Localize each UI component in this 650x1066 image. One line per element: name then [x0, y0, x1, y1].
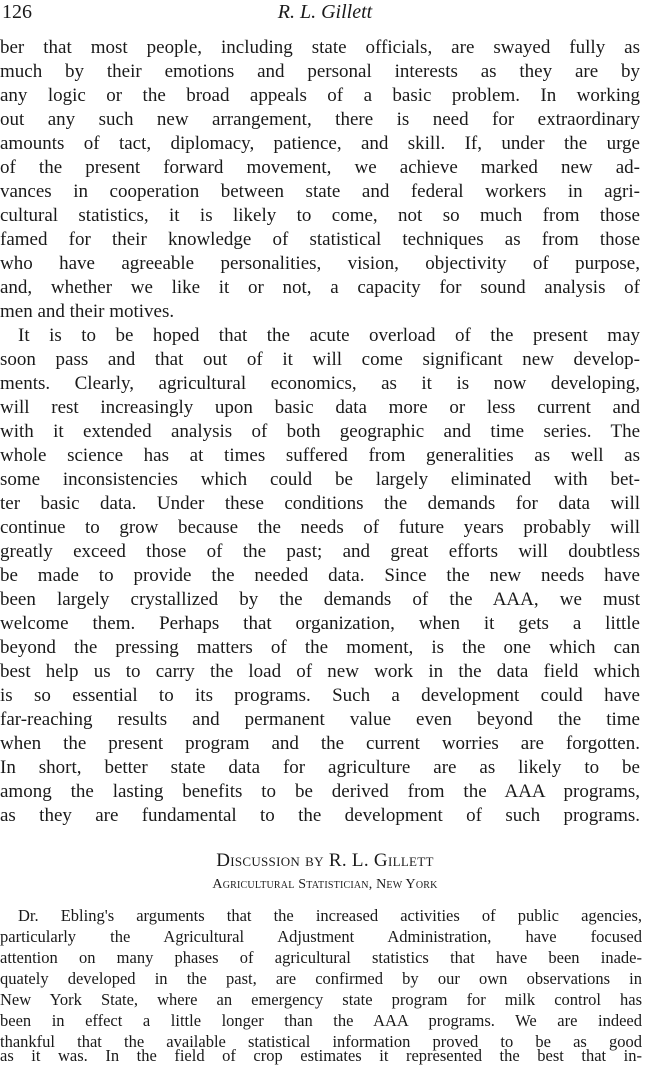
- text-line: be made to provide the needed data. Since the new needs have: [0, 565, 640, 586]
- text-line: continue to grow because the needs of future years probably will: [0, 517, 640, 538]
- text-line: any logic or the broad appeals of a basic problem. In working: [0, 85, 640, 106]
- text-line: particularly the Agricultural Adjustment Administration, have focused: [0, 927, 642, 946]
- text-line: ter basic data. Under these conditions the demands for data will: [0, 493, 640, 514]
- text-line: as it was. In the field of crop estimates it represented the best that in-: [0, 1046, 642, 1065]
- text-line: is so essential to its programs. Such a development could have: [0, 685, 640, 706]
- text-line: soon pass and that out of it will come significant new develop-: [0, 349, 640, 370]
- text-line: beyond the pressing matters of the moment, is the one which can: [0, 637, 640, 658]
- text-line: amounts of tact, diplomacy, patience, and skill. If, under the urge: [0, 133, 640, 154]
- running-head: R. L. Gillett: [277, 1, 373, 23]
- text-line: men and their motives.: [0, 301, 175, 322]
- page-header: [0, 0, 650, 26]
- text-line: among the lasting benefits to be derived from the AAA programs,: [0, 781, 640, 802]
- text-line: much by their emotions and personal interests as they are by: [0, 61, 640, 82]
- text-line: far-reaching results and permanent value even beyond the time: [0, 709, 640, 730]
- text-line: ments. Clearly, agricultural economics, as it is now developing,: [0, 373, 640, 394]
- text-line: attention on many phases of agricultural statistics that have been inade-: [0, 948, 642, 967]
- discussion-affiliation: Agricultural Statistician, New York: [212, 877, 438, 892]
- text-line: been largely crystallized by the demands of the AAA, we must: [0, 589, 640, 610]
- discussion-heading: Discussion by R. L. Gillett: [216, 850, 434, 871]
- text-line: New York State, where an emergency state program for milk control has: [0, 990, 642, 1009]
- text-line: as they are fundamental to the development of such programs.: [0, 805, 640, 826]
- text-line: quately developed in the past, are confirmed by our own observations in: [0, 969, 642, 988]
- text-line: In short, better state data for agriculture are as likely to be: [0, 757, 640, 778]
- text-line: when the present program and the current worries are forgotten.: [0, 733, 640, 754]
- page-number: 126: [2, 1, 32, 23]
- text-line: out any such new arrangement, there is need for extraordinary: [0, 109, 640, 130]
- text-line: cultural statistics, it is likely to come, not so much from those: [0, 205, 640, 226]
- text-line: welcome them. Perhaps that organization, when it gets a little: [0, 613, 640, 634]
- text-line: best help us to carry the load of new work in the data field which: [0, 661, 640, 682]
- text-line: with it extended analysis of both geographic and time series. The: [0, 421, 640, 442]
- text-line: been in effect a little longer than the AAA programs. We are indeed: [0, 1011, 642, 1030]
- text-line: thankful that the available statistical information proved to be as good: [0, 1032, 642, 1051]
- text-line: Dr. Ebling's arguments that the increased activities of public agencies,: [18, 906, 642, 925]
- text-line: vances in cooperation between state and federal workers in agri-: [0, 181, 640, 202]
- text-line: famed for their knowledge of statistical techniques as from those: [0, 229, 640, 250]
- text-line: who have agreeable personalities, vision, objectivity of purpose,: [0, 253, 640, 274]
- text-line: ber that most people, including state officials, are swayed fully as: [0, 37, 640, 58]
- text-line: whole science has at times suffered from generalities as well as: [0, 445, 640, 466]
- text-line: some inconsistencies which could be largely eliminated with bet-: [0, 469, 640, 490]
- text-line: It is to be hoped that the acute overload of the present may: [18, 325, 640, 346]
- text-line: of the present forward movement, we achieve marked new ad-: [0, 157, 640, 178]
- text-line: greatly exceed those of the past; and great efforts will doubtless: [0, 541, 640, 562]
- text-line: and, whether we like it or not, a capacity for sound analysis of: [0, 277, 640, 298]
- text-line: will rest increasingly upon basic data more or less current and: [0, 397, 640, 418]
